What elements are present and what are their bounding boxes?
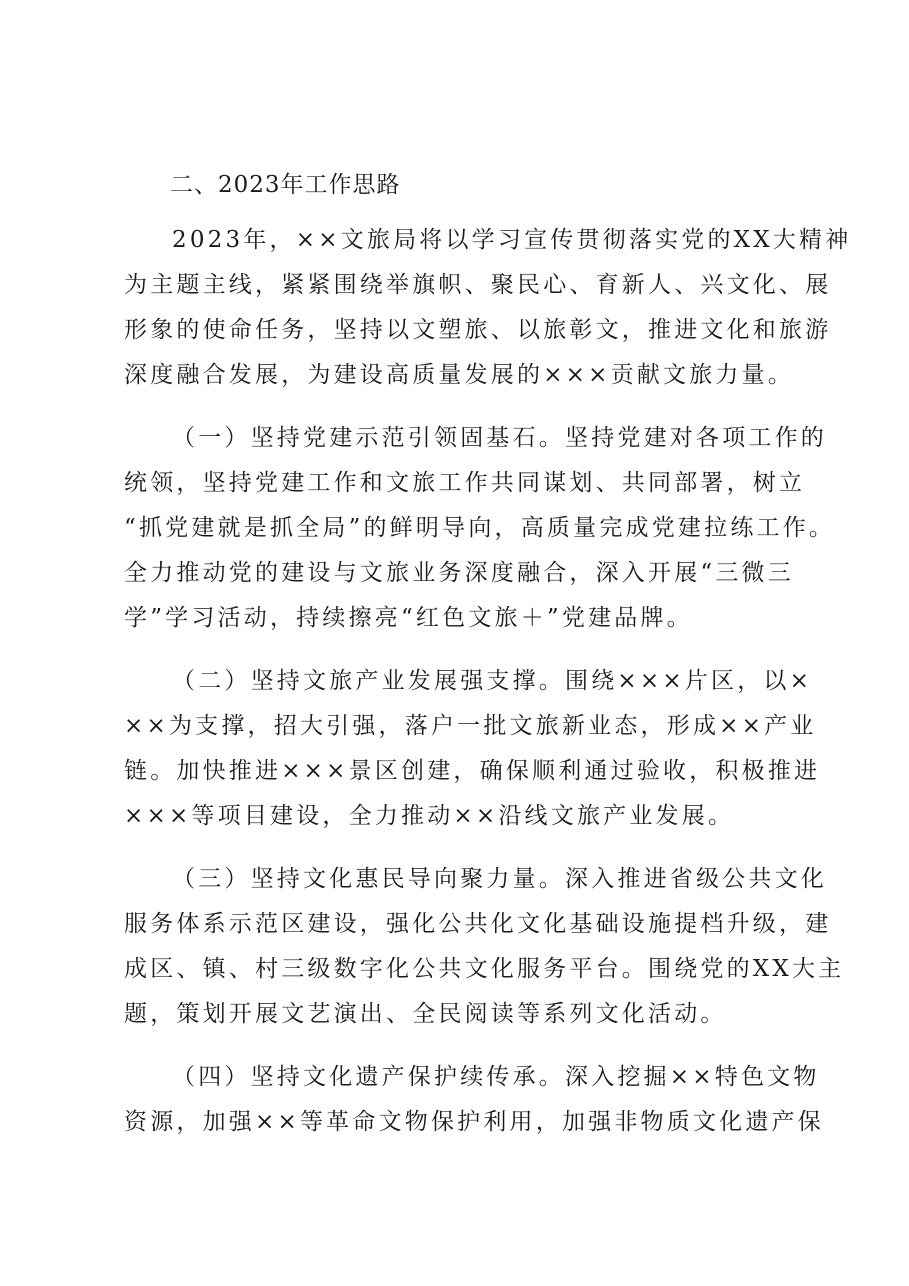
text-line: 服务体系示范区建设，强化公共化文化基础设施提档升级，建 <box>124 911 832 937</box>
text-line: 资源，加强××等革命文物保护利用，加强非物质文化遗产保 <box>124 1109 824 1135</box>
paragraph-heritage <box>124 1055 824 1145</box>
text-line: （三）坚持文化惠民导向聚力量。深入推进省级公共文化 <box>172 866 827 892</box>
text-line: 为主题主线，紧紧围绕举旗帜、聚民心、育新人、兴文化、展 <box>124 272 832 298</box>
section-heading: 二、2023年工作思路 <box>170 172 401 198</box>
text-line: 链。加快推进×××景区创建，确保顺利通过验收，积极推进 <box>124 758 821 784</box>
text-line: ×××等项目建设，全力推动××沿线文旅产业发展。 <box>124 803 735 829</box>
text-line: 2023年，××文旅局将以学习宣传贯彻落实党的XX大精神 <box>172 227 852 253</box>
paragraph-industry <box>124 659 821 839</box>
paragraph-party-building <box>124 416 836 641</box>
text-line: 全力推动党的建设与文旅业务深度融合，深入开展“三微三 <box>124 560 794 586</box>
text-line: 形象的使命任务，坚持以文塑旅、以旅彰文，推进文化和旅游 <box>124 317 832 343</box>
text-line: 统领，坚持党建工作和文旅工作共同谋划、共同部署，树立 <box>124 470 806 496</box>
text-line: （四）坚持文化遗产保护续传承。深入挖掘××特色文物 <box>172 1064 820 1090</box>
text-line: 题，策划开展文艺演出、全民阅读等系列文化活动。 <box>124 1001 727 1027</box>
document-body <box>124 166 852 1163</box>
text-line: 成区、镇、村三级数字化公共文化服务平台。围绕党的XX大主 <box>124 956 845 982</box>
text-line: 学”学习活动，持续擦亮“红色文旅＋”党建品牌。 <box>124 605 693 631</box>
text-line: ××为支撑，招大引强，落户一批文旅新业态，形成××产业 <box>124 713 817 739</box>
paragraph-public-culture <box>124 857 845 1037</box>
text-line: “抓党建就是抓全局”的鲜明导向，高质量完成党建拉练工作。 <box>124 515 836 541</box>
text-line: 深度融合发展，为建设高质量发展的×××贡献文旅力量。 <box>124 362 795 388</box>
text-line: （一）坚持党建示范引领固基石。坚持党建对各项工作的 <box>172 425 827 451</box>
paragraph-intro <box>124 218 852 398</box>
text-line: （二）坚持文旅产业发展强支撑。围绕×××片区，以× <box>172 668 813 694</box>
